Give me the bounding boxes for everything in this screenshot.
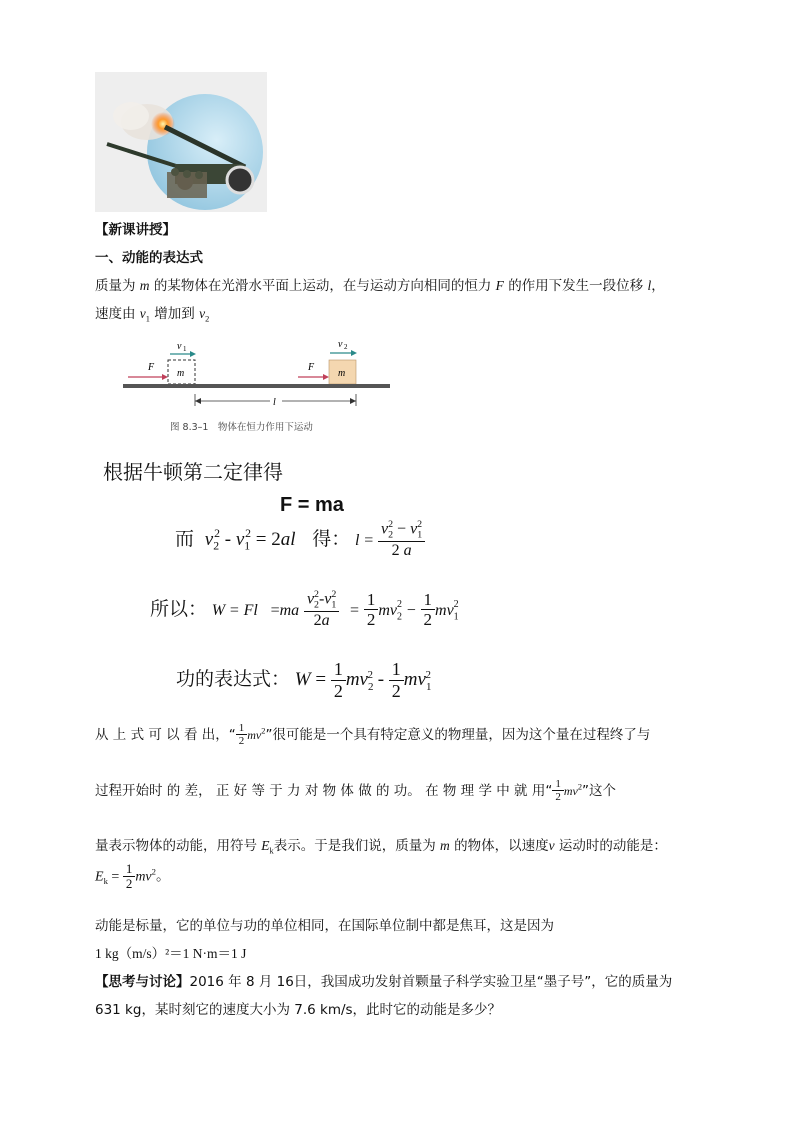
section-subheading: 一、动能的表达式 <box>95 250 203 266</box>
think-line-2: 631 kg，某时刻它的速度大小为 7.6 km/s，此时它的动能是多少？ <box>95 1002 502 1018</box>
body-line-2: 过程开始时 的 差， 正 好 等 于 力 对 物 体 做 的 功。 在 物 理 学 中 就 用“ $\frac{1}{2}$ $mv^2$”这个 <box>95 778 617 804</box>
kinetic-energy-formula: $E_k$ = $\frac{1}{2}$ $mv^2$。 <box>95 861 170 892</box>
think-line-1: 【思考与讨论】2016 年 8 月 16日，我国成功发射首颗量子科学实验卫星“墨子号”，它的质量为 <box>95 974 673 990</box>
section-heading: 【新课讲授】 <box>95 222 176 238</box>
force-left-label: F <box>148 362 155 373</box>
displacement-label: l <box>273 397 276 408</box>
unit-equation: 1 kg（m/s）²＝1 N·m＝1 J <box>95 946 247 961</box>
motion-diagram <box>120 336 400 436</box>
intro-line-2: 速度由 $v_1$ 增加到 $v_2$ <box>95 306 210 324</box>
cannon-image <box>95 72 267 212</box>
mass-right-label: m <box>338 368 346 379</box>
newton-law-text: 根据牛顿第二定律得 <box>103 462 283 484</box>
v2-sub: 2 <box>344 343 348 351</box>
fma-equation: F = ma <box>280 494 344 516</box>
work-derivation: 所以： W = Fl =ma $\frac{v_2^2-v_1^2}{2a}$ = $\frac{1}{2}$ $mv_2^2$ − $\frac{1}{2}$ $mv_1^2$ <box>150 589 459 630</box>
work-expression: 功的表达式： W = $\frac{1}{2}$ $mv_2^2$ - $\frac{1}{2}$ $mv_1^2$ <box>176 659 432 701</box>
mass-left-label: m <box>177 368 185 379</box>
kinematic-equation: 而 $v_2^2 - v_1^2 = 2al$ 得： l = $\frac{v_2^2 - v_1^2}{2 a}$ <box>175 520 425 561</box>
v2-label: v <box>338 339 343 350</box>
body-line-4: 动能是标量，它的单位与功的单位相同，在国际单位制中都是焦耳，这是因为 <box>95 918 554 934</box>
body-line-3: 量表示物体的动能，用符号 $E_k$表示。于是我们说，质量为 m 的物体，以速度v 运动时的动能是： <box>95 838 667 856</box>
ground-surface <box>123 384 390 388</box>
intro-line-1: 质量为 m 的某物体在光滑水平面上运动，在与运动方向相同的恒力 F 的作用下发生一段位移 l， <box>95 278 665 294</box>
v1-sub: 1 <box>183 345 187 353</box>
force-right-label: F <box>308 362 315 373</box>
figure-caption: 图 8.3–1 物体在恒力作用下运动 <box>170 422 313 433</box>
v1-label: v <box>177 341 182 352</box>
cannon-illustration <box>95 72 267 212</box>
motion-figure <box>120 336 400 436</box>
body-line-1: 从 上 式 可 以 看 出，“ $\frac{1}{2}$ $mv^2$”很可能是一个具有特定意义的物理量，因为这个量在过程终了与 <box>95 722 651 748</box>
